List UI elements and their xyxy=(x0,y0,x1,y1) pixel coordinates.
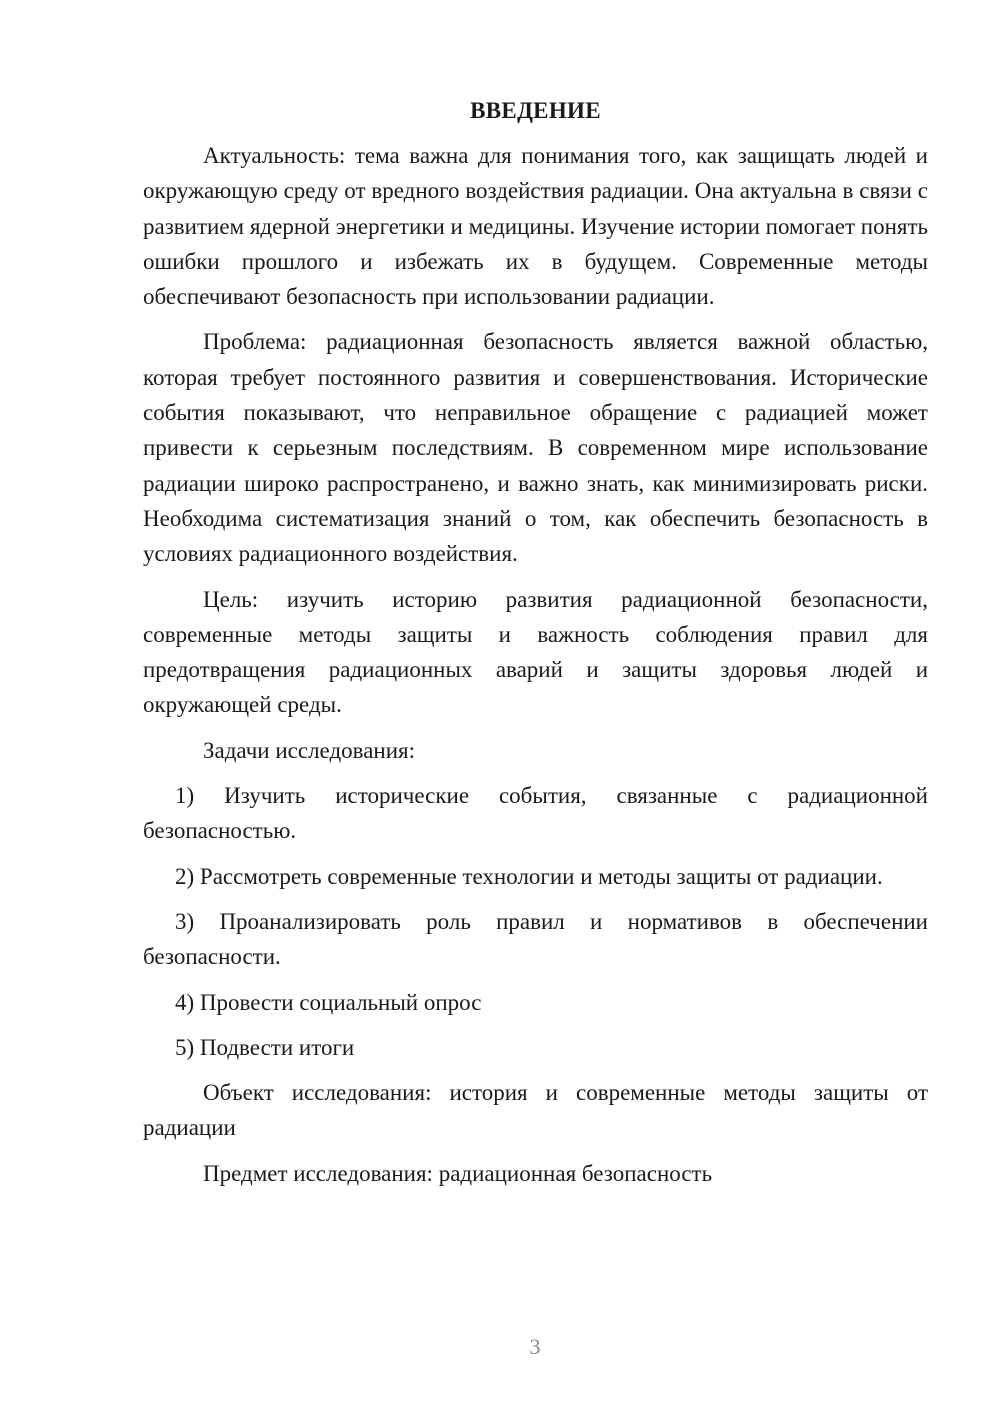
page-content xyxy=(143,96,928,1201)
task-item-3: 3) Проанализировать роль правил и нормативов в обеспечении безопасности. xyxy=(143,908,928,970)
problem-paragraph: Проблема: радиационная безопасность является важной областью, которая требует постоянного развития и совершенствования. Исторические события показывают, что неправильное обращение с радиацией может привести к серьезным последствиям. В современном мире использование радиации широко распространено, и важно знать, как минимизировать риски. Необходима систематизация знаний о том, как обеспечить безопасность в условиях радиационного воздействия. xyxy=(143,329,928,567)
relevance-paragraph: Актуальность: тема важна для понимания того, как защищать людей и окружающую среду от вредного воздействия радиации. Она актуальна в связи с развитием ядерной энергетики и медицины. Изучение истории помогает понять ошибки прошлого и избежать их в будущем. Современные методы обеспечивают безопасность при использовании радиации. xyxy=(143,143,928,310)
page-number: 3 xyxy=(529,1334,541,1359)
task-item-2: 2) Рассмотреть современные технологии и методы защиты от радиации. xyxy=(175,863,883,889)
research-object-paragraph: Объект исследования: история и современные методы защиты от радиации xyxy=(143,1080,928,1141)
goal-paragraph: Цель: изучить историю развития радиационной безопасности, современные методы защиты и важность соблюдения правил для предотвращения радиационных аварий и защиты здоровья людей и окружающей среды. xyxy=(143,586,928,718)
task-item-4: 4) Провести социальный опрос xyxy=(175,989,482,1015)
task-item-1: 1) Изучить исторические события, связанные с радиационной безопасностью. xyxy=(143,783,928,844)
tasks-heading: Задачи исследования: xyxy=(203,737,416,763)
research-subject-paragraph: Предмет исследования: радиационная безопасность xyxy=(203,1160,713,1186)
page-title: ВВЕДЕНИЕ xyxy=(470,98,601,123)
task-item-5: 5) Подвести итоги xyxy=(175,1034,355,1060)
